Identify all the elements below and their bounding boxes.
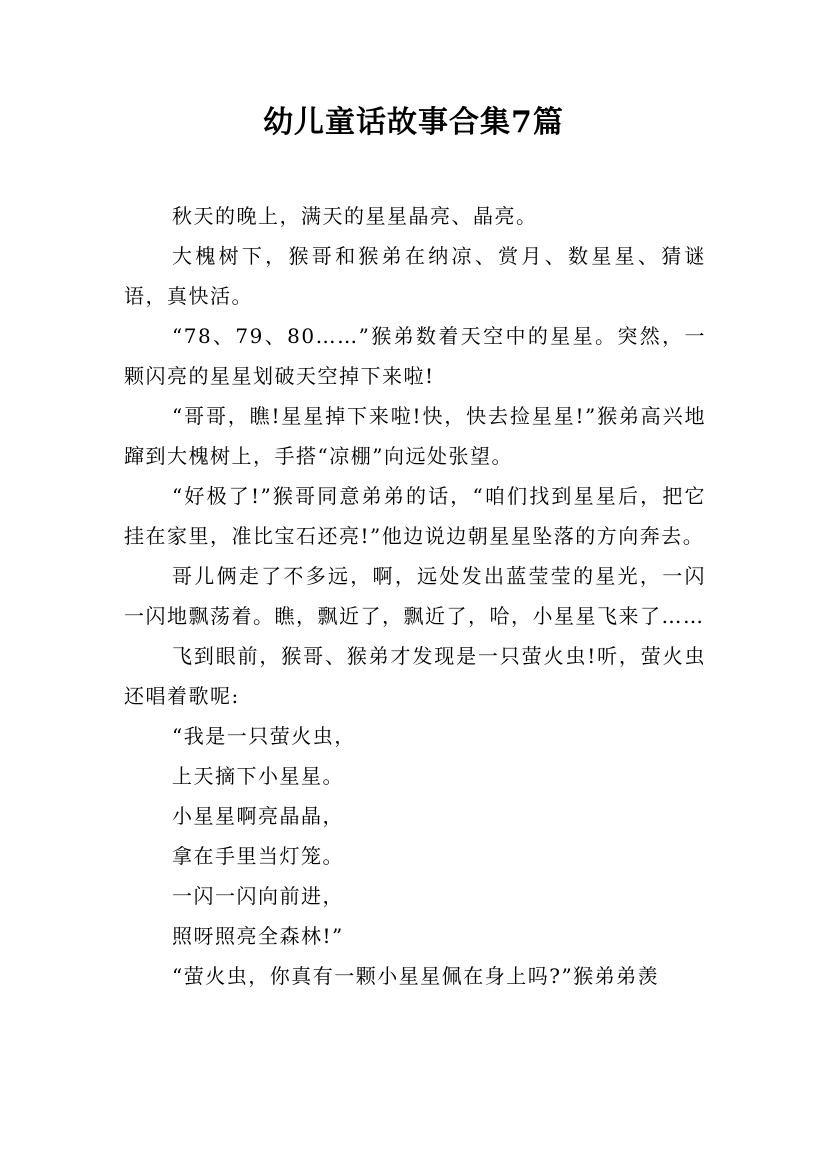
poem-line: 上天摘下小星星。 bbox=[172, 764, 344, 788]
poem-line: “我是一只萤火虫， bbox=[172, 724, 356, 748]
poem-line: 拿在手里当灯笼。 bbox=[172, 844, 344, 868]
paragraph: 飞到眼前，猴哥、猴弟才发现是一只萤火虫!听，萤火虫还唱着歌呢: bbox=[124, 644, 706, 708]
poem-line: 照呀照亮全森林!” bbox=[172, 924, 344, 948]
poem-line: 一闪一闪向前进， bbox=[172, 884, 344, 908]
paragraph: “78、79、80……”猴弟数着天空中的星星。突然，一颗闪亮的星星划破天空掉下来啦! bbox=[124, 324, 706, 388]
paragraph: “萤火虫，你真有一颗小星星佩在身上吗?”猴弟弟羡 bbox=[172, 964, 660, 988]
document-title: 幼儿童话故事合集7篇 bbox=[263, 105, 564, 140]
document-body bbox=[124, 196, 706, 996]
paragraph: 大槐树下，猴哥和猴弟在纳凉、赏月、数星星、猜谜语，真快活。 bbox=[124, 244, 706, 308]
paragraph: “好极了!”猴哥同意弟弟的话，“咱们找到星星后，把它挂在家里，准比宝石还亮!”他边说边朝星星坠落的方向奔去。 bbox=[124, 484, 706, 548]
poem-line: 小星星啊亮晶晶， bbox=[172, 804, 344, 828]
paragraph: “哥哥，瞧!星星掉下来啦!快，快去捡星星!”猴弟高兴地蹿到大槐树上，手搭“凉棚”向远处张望。 bbox=[124, 404, 706, 468]
paragraph: 哥儿俩走了不多远，啊，远处发出蓝莹莹的星光，一闪一闪地飘荡着。瞧，飘近了，飘近了，哈，小星星飞来了…… bbox=[124, 564, 706, 628]
paragraph: 秋天的晚上，满天的星星晶亮、晶亮。 bbox=[172, 204, 538, 228]
